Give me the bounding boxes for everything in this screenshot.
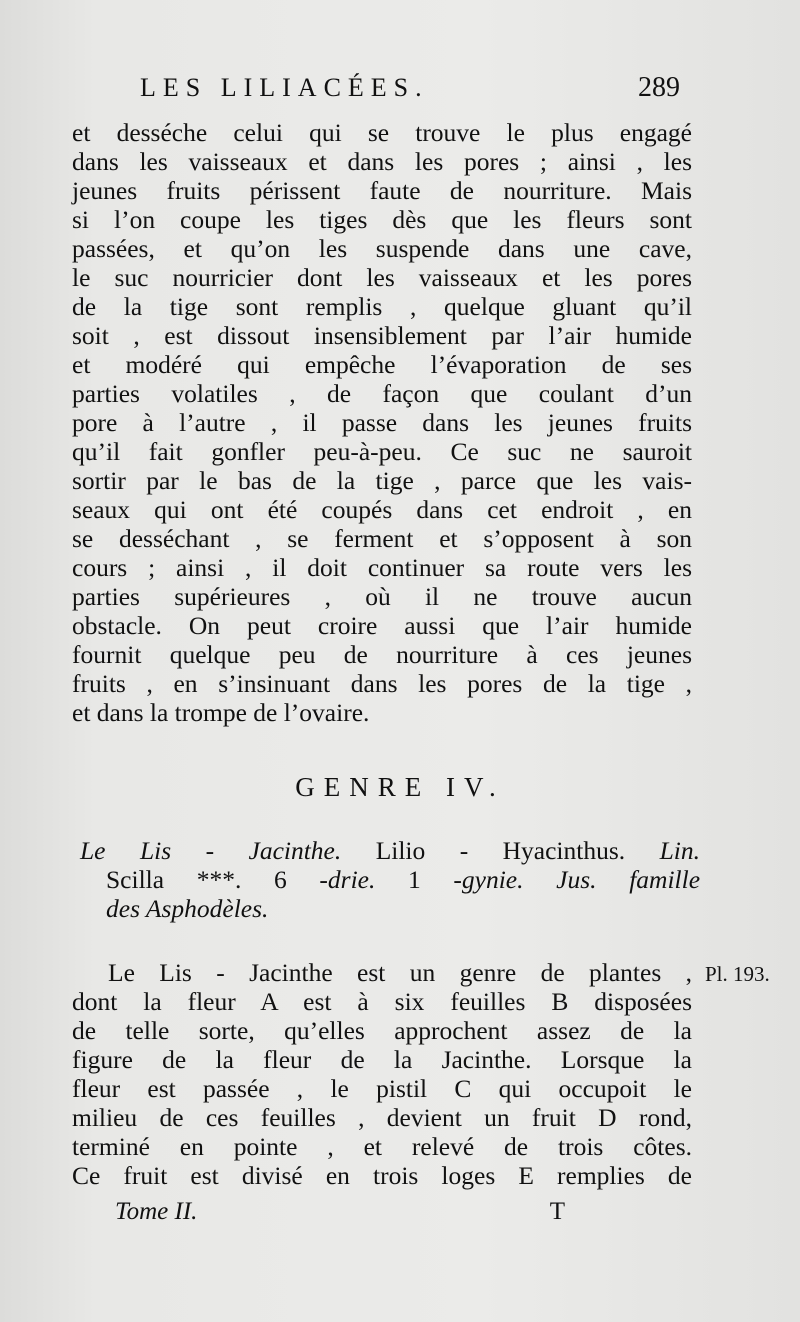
stamen-count: 6 -	[274, 865, 328, 894]
text-line: de la tige sont remplis , quelque gluant qu’il	[72, 292, 692, 321]
text-line: fruits , en s’insinuant dans les pores de la tige ,	[72, 669, 692, 698]
text-line: se desséchant , se ferment et s’opposent à son	[72, 524, 692, 553]
linnaeus-ref: Lin.	[659, 836, 700, 865]
text-line: obstacle. On peut croire aussi que l’air humide	[72, 611, 692, 640]
text-line: jeunes fruits périssent faute de nourriture. Mais	[72, 176, 692, 205]
text-line: passées, et qu’on les suspende dans une cave,	[72, 234, 692, 263]
text-line: soit , est dissout insensiblement par l’air humide	[72, 321, 692, 350]
text-line: parties supérieures , où il ne trouve aucun	[72, 582, 692, 611]
text-line: qu’il fait gonfler peu-à-peu. Ce suc ne sauroit	[72, 437, 692, 466]
page-footer	[115, 1198, 565, 1226]
jussieu-ref: Jus.	[556, 865, 597, 894]
text-line: cours ; ainsi , il doit continuer sa route vers les	[72, 553, 692, 582]
pistil-count: 1 -	[408, 865, 462, 894]
volume-label: Tome II.	[115, 1198, 198, 1225]
plate-reference: Pl. 193.	[705, 962, 770, 986]
species-name: Le Lis - Jacinthe.	[80, 836, 342, 865]
text-line: et desséche celui qui se trouve le plus engagé	[72, 118, 692, 147]
text-line: si l’on coupe les tiges dès que les fleurs sont	[72, 205, 692, 234]
page-header	[140, 72, 680, 104]
text-line: figure de la fleur de la Jacinthe. Lorsque la	[72, 1045, 692, 1074]
paragraph-description	[72, 958, 692, 1190]
drie-label: drie.	[327, 865, 376, 894]
gynie-label: gynie.	[461, 865, 524, 894]
text-line: de telle sorte, qu’elles approchent assez de la	[72, 1016, 692, 1045]
text-line: Le Lis - Jacinthe est un genre de plantes ,	[108, 958, 692, 987]
species-line-1	[80, 836, 700, 865]
latin-name: Lilio - Hyacinthus.	[375, 836, 626, 865]
signature-mark: T	[549, 1198, 565, 1225]
genre-heading: GENRE IV.	[295, 772, 505, 802]
text-line: pore à l’autre , il passe dans les jeunes fruits	[72, 408, 692, 437]
text-line: fournit quelque peu de nourriture à ces jeunes	[72, 640, 692, 669]
scilla-ref: Scilla ***.	[106, 865, 242, 894]
text-line: dans les vaisseaux et dans les pores ; ainsi , les	[72, 147, 692, 176]
paragraph-continuation	[72, 118, 692, 727]
text-line: milieu de ces feuilles , devient un fruit D rond,	[72, 1103, 692, 1132]
running-title: LES LILIACÉES.	[140, 73, 429, 102]
text-line: seaux qui ont été coupés dans cet endroit , en	[72, 495, 692, 524]
text-line: dont la fleur A est à six feuilles B disposées	[72, 987, 692, 1016]
family-word: famille	[629, 865, 701, 894]
text-line: et modéré qui empêche l’évaporation de ses	[72, 350, 692, 379]
species-entry	[80, 836, 700, 923]
page-number: 289	[638, 72, 680, 103]
text-line: terminé en pointe , et relevé de trois côtes.	[72, 1132, 692, 1161]
text-line: le suc nourricier dont les vaisseaux et les pores	[72, 263, 692, 292]
text-line: et dans la trompe de l’ovaire.	[72, 698, 370, 727]
text-line: fleur est passée , le pistil C qui occupoit le	[72, 1074, 692, 1103]
text-line: sortir par le bas de la tige , parce que les vais-	[72, 466, 692, 495]
text-line: parties volatiles , de façon que coulant d’un	[72, 379, 692, 408]
species-line-3: des Asphodèles.	[106, 894, 269, 923]
species-line-2	[80, 865, 700, 894]
text-line: Ce fruit est divisé en trois loges E remplies de	[72, 1161, 692, 1190]
